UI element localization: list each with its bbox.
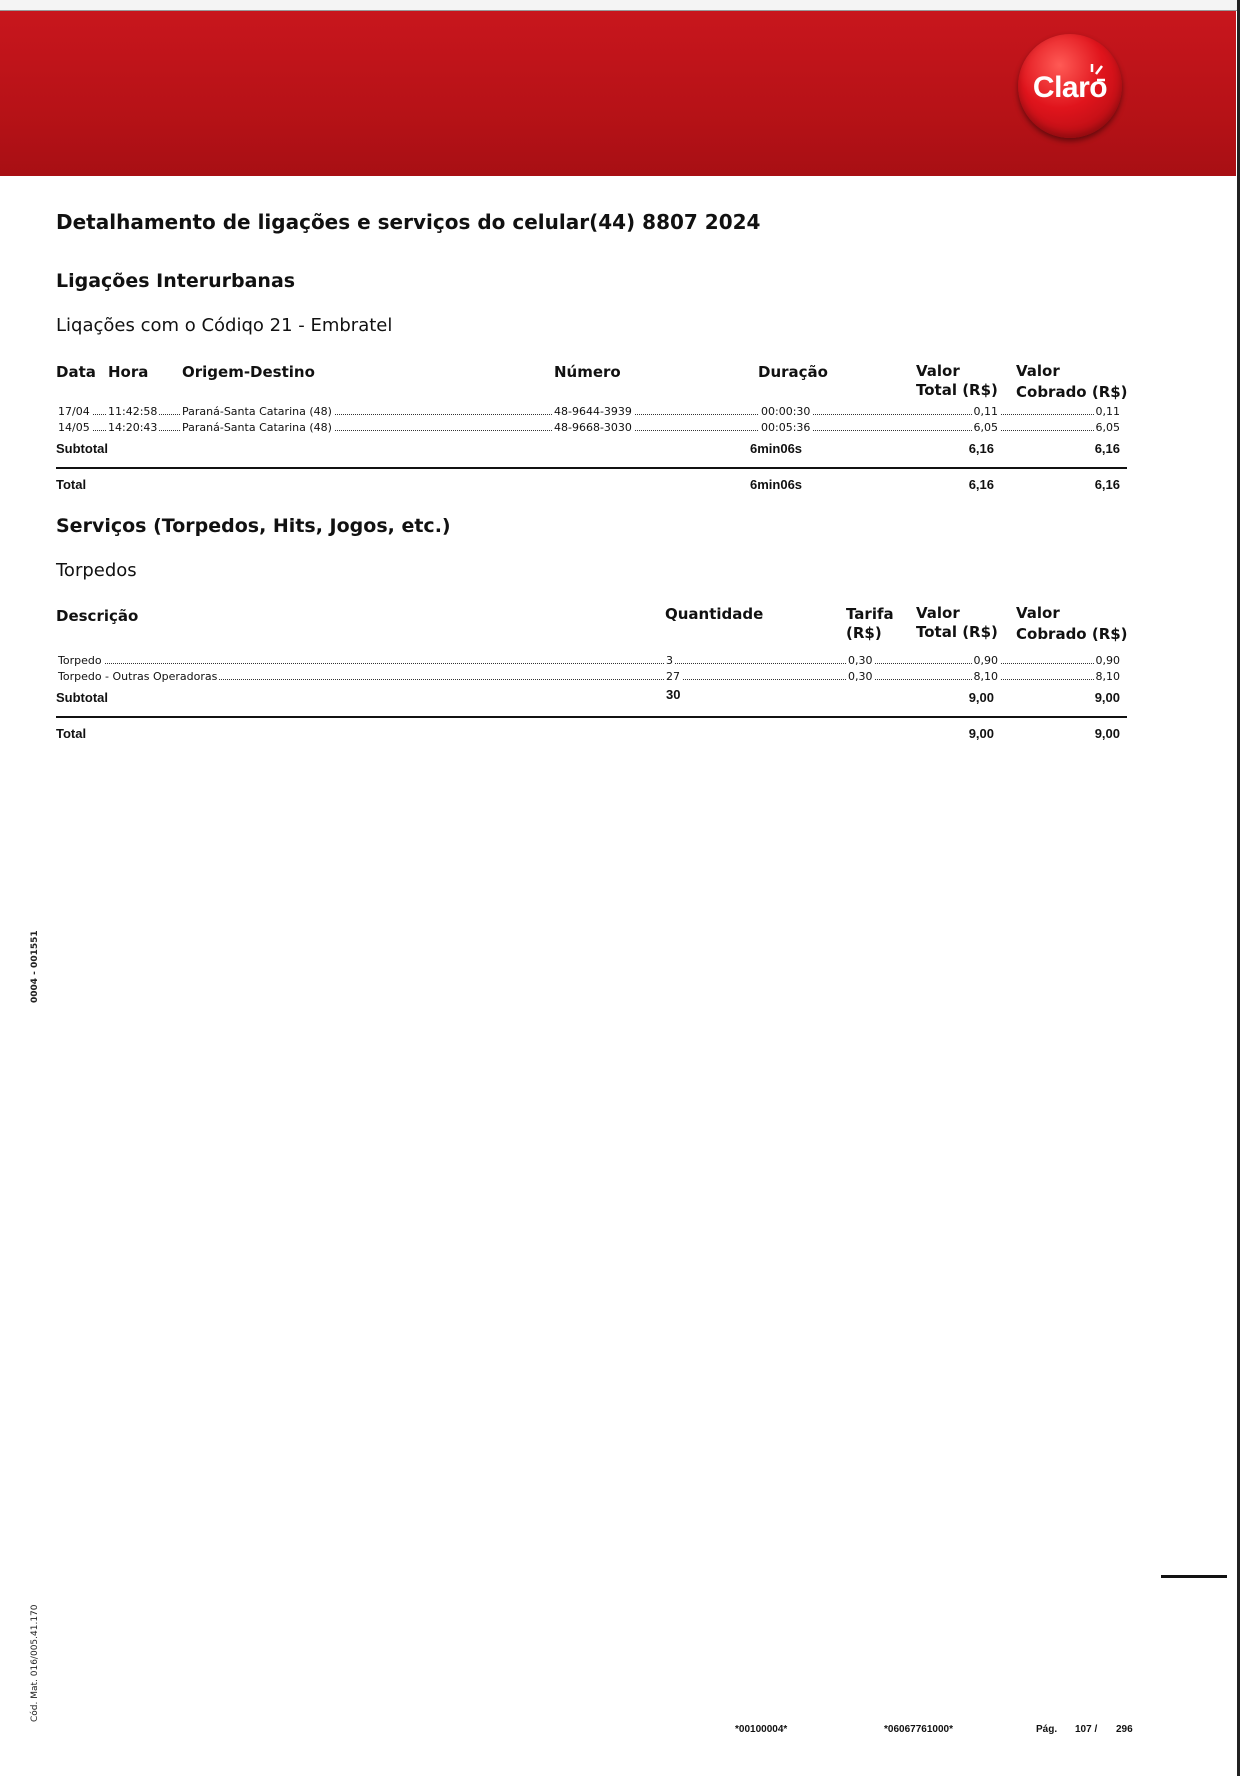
footer-page-label: Pág. — [1036, 1724, 1058, 1735]
col-header-valor-total-line1: Valor — [916, 362, 960, 380]
cell-valor-cobrado: 0,11 — [1095, 405, 1120, 418]
col-header-valor-total-line1: Valor — [916, 604, 960, 622]
col-header-valor-cobrado — [1016, 604, 1128, 644]
footer-total-pages: 296 — [1116, 1724, 1133, 1735]
cell-valor-cobrado: 8,10 — [1095, 670, 1120, 683]
section-heading-interurbanas: Ligações Interurbanas — [56, 270, 296, 292]
divider — [56, 716, 1127, 718]
col-header-duracao: Duração — [758, 363, 828, 381]
cell-origem-destino: Paraná-Santa Catarina (48) — [182, 421, 332, 434]
col-header-valor-total-line2: Total (R$) — [916, 623, 998, 641]
cell-valor-total: 6,05 — [973, 421, 998, 434]
cell-valor-total: 0,90 — [973, 654, 998, 667]
cell-hora: 11:42:58 — [108, 405, 158, 418]
cell-duracao: 00:00:30 — [761, 405, 811, 418]
col-header-valor-cobrado-line1: Valor — [1016, 604, 1060, 622]
cell-origem-destino: Paraná-Santa Catarina (48) — [182, 405, 332, 418]
cell-valor-cobrado: 6,05 — [1095, 421, 1120, 434]
col-header-origem-destino: Origem-Destino — [182, 363, 315, 381]
subsection-heading-embratel: Liqações com o Códiqo 21 - Embratel — [56, 315, 393, 336]
subtotal-label: Subtotal — [56, 690, 108, 705]
cell-descricao: Torpedo — [58, 654, 102, 667]
subtotal-row — [56, 441, 1122, 459]
col-header-valor-total — [916, 362, 998, 400]
col-header-tarifa-line1: Tarifa — [846, 605, 894, 623]
col-header-valor-cobrado-line2: Cobrado (R$) — [1016, 383, 1128, 401]
footer-code-2: *06067761000* — [884, 1724, 953, 1735]
logo-text: Claro — [1032, 71, 1108, 104]
cell-tarifa: 0,30 — [848, 654, 873, 667]
total-row — [56, 726, 1122, 744]
col-header-tarifa-line2: (R$) — [846, 624, 882, 642]
section-heading-servicos: Serviços (Torpedos, Hits, Jogos, etc.) — [56, 515, 451, 537]
table-row — [56, 421, 1122, 435]
col-header-valor-cobrado-line2: Cobrado (R$) — [1016, 625, 1128, 643]
cell-data: 14/05 — [58, 421, 90, 434]
subtotal-duracao: 6min06s — [750, 441, 803, 456]
dot-leader — [56, 663, 1122, 664]
cell-duracao: 00:05:36 — [761, 421, 811, 434]
side-code-top: 0004 - 001551 — [30, 930, 40, 1003]
total-valor-total: 6,16 — [968, 477, 994, 492]
cell-data: 17/04 — [58, 405, 90, 418]
cell-quantidade: 27 — [666, 670, 680, 683]
total-label: Total — [56, 726, 87, 741]
subtotal-row — [56, 687, 1122, 708]
subtotal-valor-total: 6,16 — [968, 441, 994, 456]
cell-numero: 48-9668-3030 — [554, 421, 632, 434]
col-header-tarifa — [846, 605, 894, 643]
col-header-numero: Número — [554, 363, 621, 381]
subtotal-valor-total: 9,00 — [968, 690, 994, 705]
top-edge — [0, 0, 1240, 11]
logo-rays-icon — [1088, 62, 1106, 92]
divider — [56, 467, 1127, 469]
total-row — [56, 477, 1122, 495]
footer-code-1: *00100004* — [735, 1724, 788, 1735]
cell-valor-total: 0,11 — [973, 405, 998, 418]
col-header-valor-total — [916, 604, 998, 642]
col-header-hora: Hora — [108, 363, 149, 381]
page-mark — [1161, 1575, 1227, 1578]
side-code-bottom: Cód. Mat. 016/005.41.170 — [30, 1604, 40, 1722]
subsection-heading-torpedos: Torpedos — [56, 560, 137, 581]
cell-numero: 48-9644-3939 — [554, 405, 632, 418]
claro-logo — [1018, 34, 1122, 138]
subtotal-valor-cobrado: 6,16 — [1094, 441, 1120, 456]
cell-valor-cobrado: 0,90 — [1095, 654, 1120, 667]
subtotal-quantidade: 30 — [666, 687, 681, 702]
table-row — [56, 405, 1122, 419]
total-valor-cobrado: 9,00 — [1094, 726, 1120, 741]
total-duracao: 6min06s — [750, 477, 803, 492]
cell-hora: 14:20:43 — [108, 421, 158, 434]
cell-descricao: Torpedo - Outras Operadoras — [58, 670, 218, 683]
subtotal-valor-cobrado: 9,00 — [1094, 690, 1120, 705]
table-row — [56, 654, 1122, 668]
page-title: Detalhamento de ligações e serviços do celular(44) 8807 2024 — [56, 210, 761, 234]
subtotal-label: Subtotal — [56, 441, 108, 456]
col-header-valor-total-line2: Total (R$) — [916, 381, 998, 399]
total-valor-total: 9,00 — [968, 726, 994, 741]
col-header-data: Data — [56, 363, 96, 381]
col-header-valor-cobrado-line1: Valor — [1016, 362, 1060, 380]
total-label: Total — [56, 477, 87, 492]
cell-tarifa: 0,30 — [848, 670, 873, 683]
footer-page-number: 107 / — [1075, 1724, 1098, 1735]
cell-valor-total: 8,10 — [973, 670, 998, 683]
total-valor-cobrado: 6,16 — [1094, 477, 1120, 492]
cell-quantidade: 3 — [666, 654, 673, 667]
table-row — [56, 670, 1122, 684]
col-header-descricao: Descrição — [56, 607, 139, 625]
col-header-valor-cobrado — [1016, 362, 1128, 402]
col-header-quantidade: Quantidade — [665, 605, 764, 623]
